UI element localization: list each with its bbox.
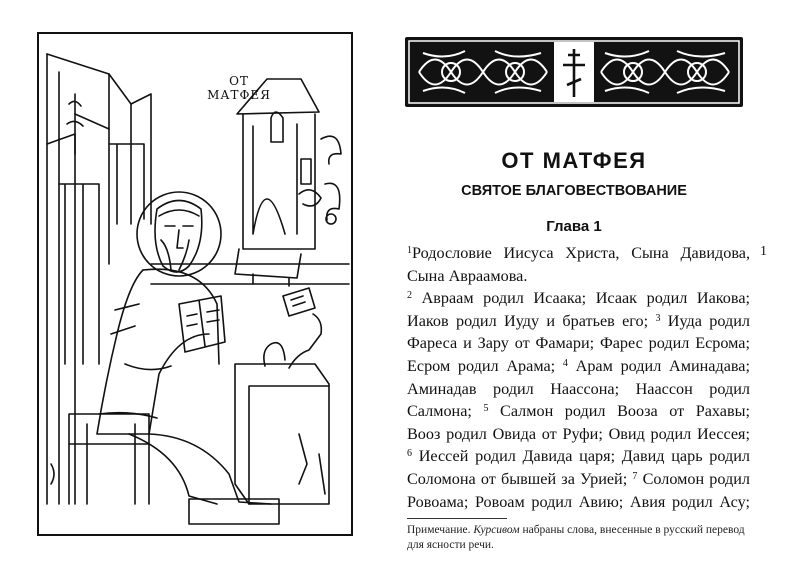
verse-text: Сына Авраамова. <box>407 266 528 285</box>
verse-number: 4 <box>562 358 568 369</box>
scripture-line <box>407 491 750 513</box>
chapter-heading: Глава 1 <box>546 218 602 235</box>
verse-text: Авраам родил Исаака; Исаак родил Иакова; <box>412 289 750 308</box>
verse-number: 2 <box>407 290 412 302</box>
scripture-line <box>407 378 750 400</box>
interlace-right <box>601 51 729 93</box>
scripture-line <box>407 310 750 332</box>
scripture-line <box>407 400 750 422</box>
verse-text: Салмона; <box>407 402 484 421</box>
verse-number: 6 <box>407 448 412 460</box>
scripture-line <box>407 265 750 287</box>
page-subtitle: СВЯТОЕ БЛАГОВЕСТВОВАНИЕ <box>461 183 687 199</box>
verse-text: Иессей родил Давида царя; Давид царь родил <box>412 447 750 466</box>
verse-text: Иаков родил Иуду и братьев его; <box>407 311 656 330</box>
icon-caption: ОТ МАТФЕЯ <box>207 74 271 102</box>
verse-text: Аминадав родил Наассона; Наассон родил <box>407 379 750 398</box>
verse-text: Фареса и Зару от Фамари; Фарес родил Есрома; <box>407 334 750 353</box>
evangelist-icon-illustration <box>37 32 353 536</box>
verse-text: Родословие Иисуса Христа, Сына Давидова, <box>412 244 750 262</box>
verse-number: 1 <box>407 245 412 256</box>
verse-number: 7 <box>632 471 638 482</box>
footnote-italic: Курсивом <box>473 524 520 536</box>
verse-text: Ровоама; Ровоам родил Авию; Авия родил Асу; <box>407 492 750 511</box>
footnote-divider <box>407 518 507 519</box>
verse-text: Салмон родил Вооза от Рахавы; <box>488 402 750 421</box>
verse-number: 5 <box>483 403 489 415</box>
footnote-lead: Примечание. <box>407 524 474 536</box>
footnote-rest: набраны слова, внесенные в русский перевод для ясности речи. <box>407 524 745 551</box>
footnote <box>407 523 752 553</box>
verse-text: Соломона от бывшей за Урией; <box>407 470 633 488</box>
scripture-line <box>407 355 750 377</box>
scripture-line <box>407 242 750 264</box>
verse-text: Арам родил Аминадава; <box>567 357 750 375</box>
verse-text: Вооз родил Овида от Руфи; Овид родил Иессея; <box>407 424 750 443</box>
verse-text: Есром родил Арама; <box>407 357 563 375</box>
scripture-line <box>407 287 750 309</box>
scripture-line <box>407 423 750 445</box>
margin-chapter-number: 1 <box>760 244 767 259</box>
scripture-line <box>407 468 750 490</box>
interlace-left <box>419 51 547 93</box>
scripture-line <box>407 445 750 467</box>
scripture-line <box>407 332 750 354</box>
ornamental-headpiece <box>405 37 743 107</box>
verse-text: Соломон родил <box>637 470 750 488</box>
page-title: ОТ МАТФЕЯ <box>501 148 647 173</box>
verse-text: Иуда родил <box>660 311 750 330</box>
verse-number: 3 <box>655 312 661 324</box>
